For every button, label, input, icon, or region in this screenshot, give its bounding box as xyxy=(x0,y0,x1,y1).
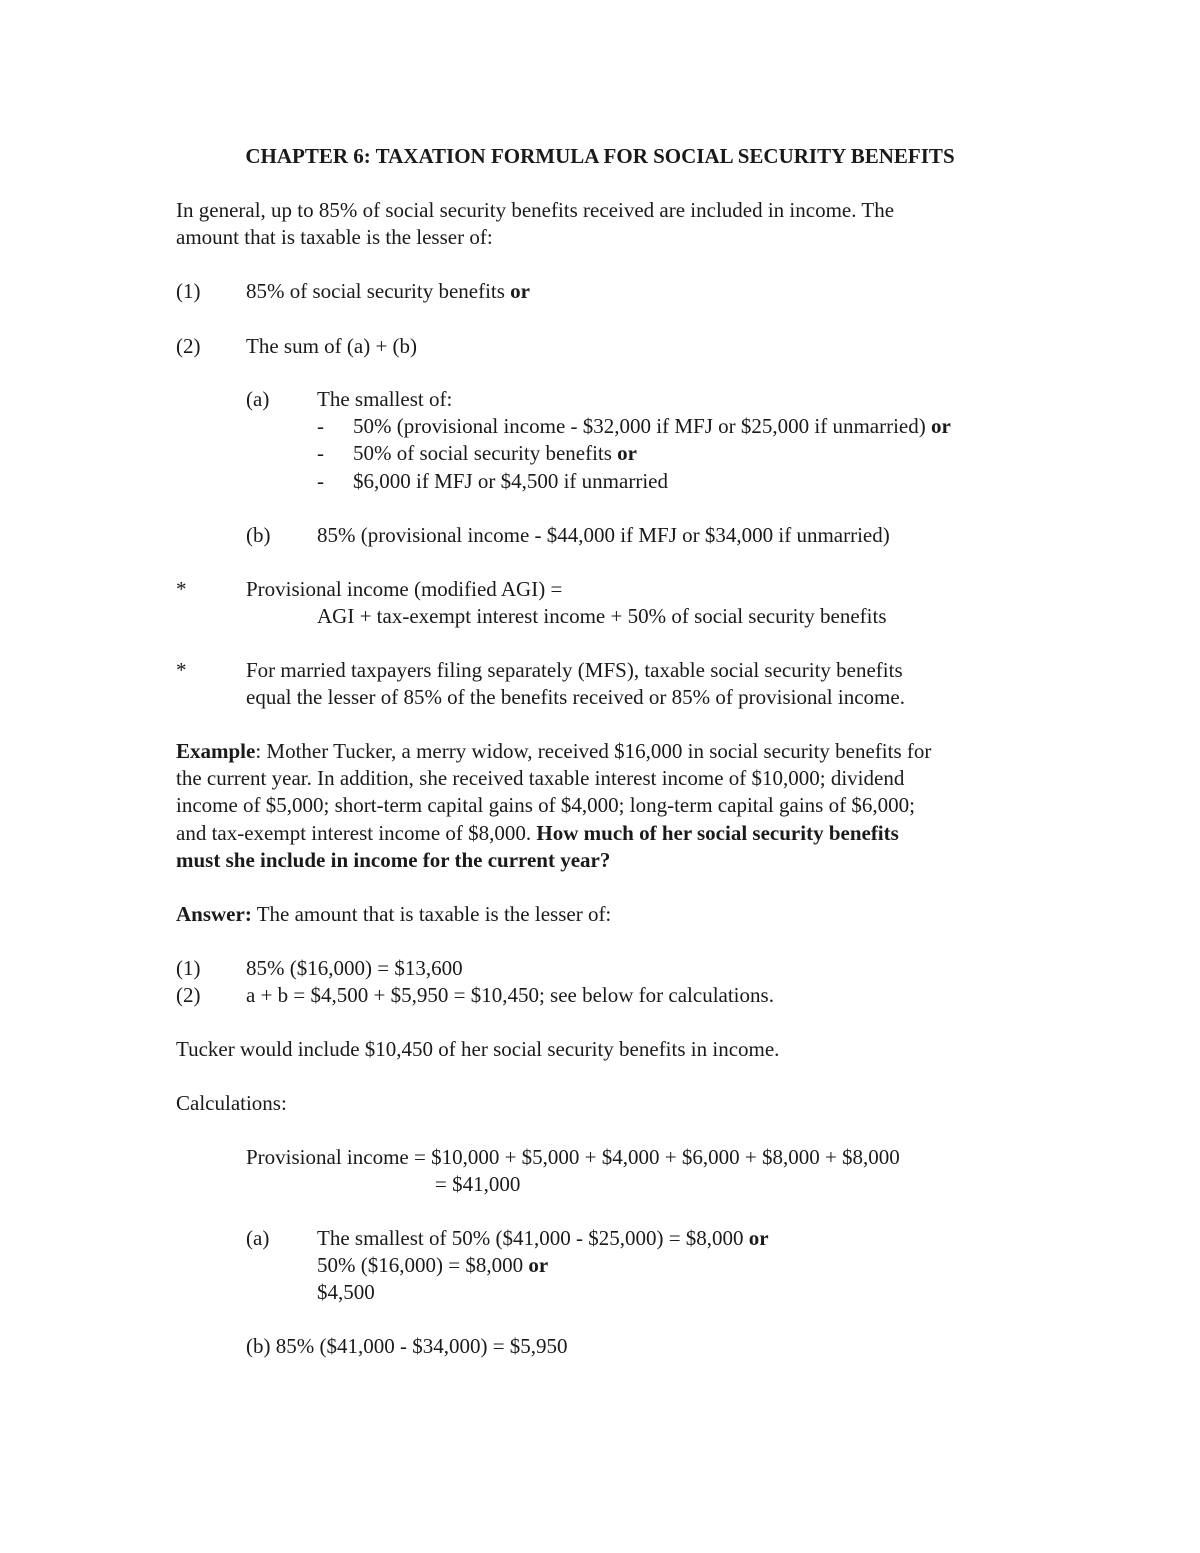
bullet-dash: - xyxy=(317,414,324,438)
note-1-line-2: AGI + tax-exempt interest income + 50% of social security benefits xyxy=(317,604,887,628)
rule-1-marker: (1) xyxy=(176,279,201,303)
intro-line-1: In general, up to 85% of social security benefits received are included in income. The xyxy=(176,198,895,222)
answer-item-1-marker: (1) xyxy=(176,956,201,980)
answer-conclusion: Tucker would include $10,450 of her social security benefits in income. xyxy=(176,1037,780,1061)
note-1-line-1: Provisional income (modified AGI) = xyxy=(246,577,563,601)
calc-a-line-2: 50% ($16,000) = $8,000 or xyxy=(317,1253,549,1277)
provisional-income-line-1: Provisional income = $10,000 + $5,000 + $4,000 + $6,000 + $8,000 + $8,000 xyxy=(246,1145,900,1169)
part-b-marker: (b) xyxy=(246,523,271,547)
rule-1-text: 85% of social security benefits or xyxy=(246,279,530,303)
answer-item-2: a + b = $4,500 + $5,950 = $10,450; see below for calculations. xyxy=(246,983,774,1007)
intro-line-2: amount that is taxable is the lesser of: xyxy=(176,225,493,249)
rule-2-marker: (2) xyxy=(176,334,201,358)
provisional-income-line-2: = $41,000 xyxy=(435,1172,521,1196)
part-a-text: The smallest of: xyxy=(317,387,453,411)
bullet-dash: - xyxy=(317,469,324,493)
answer-item-2-marker: (2) xyxy=(176,983,201,1007)
answer-item-1: 85% ($16,000) = $13,600 xyxy=(246,956,463,980)
example-line-3: income of $5,000; short-term capital gains of $4,000; long-term capital gains of $6,000; xyxy=(176,793,915,817)
note-1-marker: * xyxy=(176,577,187,601)
part-b-text: 85% (provisional income - $44,000 if MFJ or $34,000 if unmarried) xyxy=(317,523,890,547)
rule-2-text: The sum of (a) + (b) xyxy=(246,334,418,358)
example-label: Example xyxy=(176,739,256,763)
note-2-line-1: For married taxpayers filing separately (MFS), taxable social security benefits xyxy=(246,658,903,682)
calc-b-line: (b) 85% ($41,000 - $34,000) = $5,950 xyxy=(246,1334,568,1358)
part-a-bullet-3: $6,000 if MFJ or $4,500 if unmarried xyxy=(353,469,668,493)
page-title: CHAPTER 6: TAXATION FORMULA FOR SOCIAL SECURITY BENEFITS xyxy=(245,144,955,168)
example-line-1: Example: Mother Tucker, a merry widow, received $16,000 in social security benefits for xyxy=(176,739,932,763)
example-line-2: the current year. In addition, she received taxable interest income of $10,000; dividend xyxy=(176,766,905,790)
part-a-marker: (a) xyxy=(246,387,270,411)
answer-line: Answer: The amount that is taxable is the lesser of: xyxy=(176,902,612,926)
note-2-marker: * xyxy=(176,658,187,682)
calc-a-line-1: The smallest of 50% ($41,000 - $25,000) = $8,000 or xyxy=(317,1226,769,1250)
note-2-line-2: equal the lesser of 85% of the benefits received or 85% of provisional income. xyxy=(246,685,905,709)
calc-a-marker: (a) xyxy=(246,1226,270,1250)
example-line-4: and tax-exempt interest income of $8,000. How much of her social security benefits xyxy=(176,821,899,845)
answer-label: Answer: xyxy=(176,902,252,926)
part-a-bullet-2: 50% of social security benefits or xyxy=(353,441,637,465)
calculations-heading: Calculations: xyxy=(176,1091,287,1115)
example-line-5: must she include in income for the current year? xyxy=(176,848,611,872)
bullet-dash: - xyxy=(317,441,324,465)
calc-a-line-3: $4,500 xyxy=(317,1280,375,1304)
part-a-bullet-1: 50% (provisional income - $32,000 if MFJ or $25,000 if unmarried) or xyxy=(353,414,951,438)
